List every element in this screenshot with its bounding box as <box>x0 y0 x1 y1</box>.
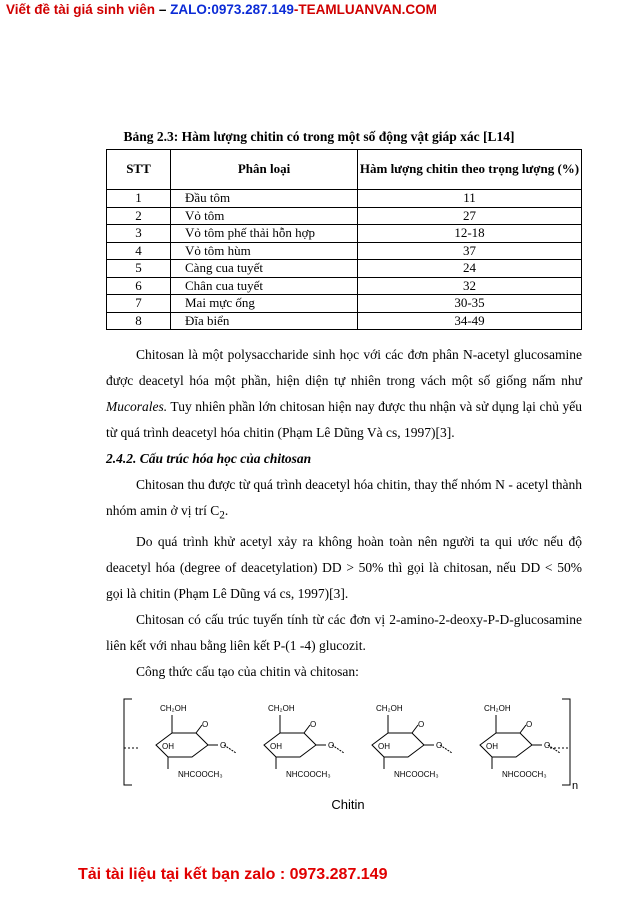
ham-luong-cell: 32 <box>358 277 582 295</box>
nhcooch3-label: NHCOOCH₃ <box>178 770 223 779</box>
phan-loai-cell: Vỏ tôm hùm <box>171 242 358 260</box>
watermark-header <box>6 2 437 17</box>
p1-italic: Mucorales. <box>106 399 168 414</box>
header-stt: STT <box>107 150 171 190</box>
ch2oh-label: CH₂OH <box>484 704 511 713</box>
svg-text:O: O <box>328 741 335 750</box>
p2-subscript: 2 <box>219 509 225 522</box>
paragraph-4: Chitosan có cấu trúc tuyến tính từ các đơn vị 2-amino-2-deoxy-P-D-glucosamine liên kết với nhau bằng liên kết P-(1 -4) glucozit. <box>106 611 582 653</box>
table-row <box>107 260 582 278</box>
p2-text: Chitosan thu được từ quá trình deacetyl hóa chitin, thay thế nhóm N - acetyl thành nhóm amin ở vị trí C <box>106 477 582 518</box>
table-row <box>107 225 582 243</box>
p2-end: . <box>224 503 229 518</box>
phan-loai-cell: Chân cua tuyết <box>171 277 358 295</box>
stt-cell: 2 <box>107 207 171 225</box>
paragraph-1 <box>106 342 582 446</box>
svg-text:O: O <box>544 741 551 750</box>
header-dash: – <box>155 2 171 17</box>
table-row <box>107 207 582 225</box>
ham-luong-cell: 34-49 <box>358 312 582 330</box>
chitin-unit <box>264 704 344 779</box>
phan-loai-cell: Đĩa biển <box>171 312 358 330</box>
ham-luong-cell: 37 <box>358 242 582 260</box>
ch2oh-label: CH₂OH <box>376 704 403 713</box>
left-bracket <box>124 699 132 785</box>
svg-text:O: O <box>418 720 425 729</box>
ch2oh-label: CH₂OH <box>160 704 187 713</box>
glucosamine-units <box>156 704 560 779</box>
nhcooch3-label: NHCOOCH₃ <box>394 770 439 779</box>
table-header-row <box>107 150 582 190</box>
table-row <box>107 312 582 330</box>
oh-label: OH <box>486 742 498 751</box>
chitin-unit <box>480 704 560 779</box>
table-row <box>107 242 582 260</box>
ham-luong-cell: 24 <box>358 260 582 278</box>
phan-loai-cell: Vỏ tôm <box>171 207 358 225</box>
phan-loai-cell: Vỏ tôm phế thải hỗn hợp <box>171 225 358 243</box>
chitin-content-table <box>106 149 582 330</box>
phan-loai-cell: Đầu tôm <box>171 190 358 208</box>
chitin-unit <box>156 704 236 779</box>
oh-label: OH <box>378 742 390 751</box>
header-phan-loai: Phân loại <box>171 150 358 190</box>
body-text <box>106 342 582 685</box>
oh-label: OH <box>270 742 282 751</box>
chitin-unit <box>372 704 452 779</box>
svg-text:O: O <box>310 720 317 729</box>
header-ham-luong: Hàm lượng chitin theo trọng lượng (%) <box>358 150 582 190</box>
paragraph-3: Do quá trình khử acetyl xảy ra không hoàn toàn nên người ta qui ước nếu độ deacetyl hóa (degree of deacetylation) DD > 50% thì gọi là chitosan, nếu DD < 50% gọi là chitin (Phạm Lê Dũng vá cs, 1997)[3]. <box>106 533 582 601</box>
phan-loai-cell: Mai mực ống <box>171 295 358 313</box>
ch2oh-label: CH₂OH <box>268 704 295 713</box>
svg-text:O: O <box>202 720 209 729</box>
table-row <box>107 295 582 313</box>
section-heading: 2.4.2. Cấu trúc hóa học của chitosan <box>106 451 312 466</box>
figure-label: Chitin <box>331 797 365 812</box>
stt-cell: 7 <box>107 295 171 313</box>
p1-text: Chitosan là một polysaccharide sinh học với các đơn phân N-acetyl glucosamine được deacetyl hóa một phần, hiện diện tự nhiên trong vách một số giống nấm như <box>106 347 582 388</box>
right-bracket <box>562 699 570 785</box>
ham-luong-cell: 12-18 <box>358 225 582 243</box>
header-site: -TEAMLUANVAN.COM <box>293 2 437 17</box>
nhcooch3-label: NHCOOCH₃ <box>502 770 547 779</box>
table-caption: Bảng 2.3: Hàm lượng chitin có trong một số động vật giáp xác [L14] <box>123 129 515 144</box>
ham-luong-cell: 11 <box>358 190 582 208</box>
table-row <box>107 190 582 208</box>
stt-cell: 3 <box>107 225 171 243</box>
header-text: Viết đề tài giá sinh viên <box>6 2 156 17</box>
p1-text-end: Tuy nhiên phần lớn chitosan hiện nay được thu nhận và sử dụng lại chủ yếu từ quá trình deacetyl hóa chitin (Phạm Lê Dũng Và cs, 1997)[3]. <box>106 399 582 440</box>
phan-loai-cell: Càng cua tuyết <box>171 260 358 278</box>
ham-luong-cell: 30-35 <box>358 295 582 313</box>
ham-luong-cell: 27 <box>358 207 582 225</box>
paragraph-5: Công thức cấu tạo của chitin và chitosan: <box>136 663 359 679</box>
svg-text:O: O <box>436 741 443 750</box>
chitin-structure-figure <box>120 693 610 813</box>
oh-label: OH <box>162 742 174 751</box>
footer-text: Tải tài liệu tại kết bạn zalo : 0973.287.149 <box>78 866 388 883</box>
stt-cell: 6 <box>107 277 171 295</box>
repeat-n: n <box>572 780 579 792</box>
svg-text:O: O <box>526 720 533 729</box>
stt-cell: 5 <box>107 260 171 278</box>
svg-text:O: O <box>220 741 227 750</box>
table-row <box>107 277 582 295</box>
paragraph-2 <box>106 472 582 529</box>
stt-cell: 1 <box>107 190 171 208</box>
stt-cell: 8 <box>107 312 171 330</box>
stt-cell: 4 <box>107 242 171 260</box>
nhcooch3-label: NHCOOCH₃ <box>286 770 331 779</box>
table-body <box>107 190 582 330</box>
header-zalo: ZALO:0973.287.149 <box>170 2 294 17</box>
